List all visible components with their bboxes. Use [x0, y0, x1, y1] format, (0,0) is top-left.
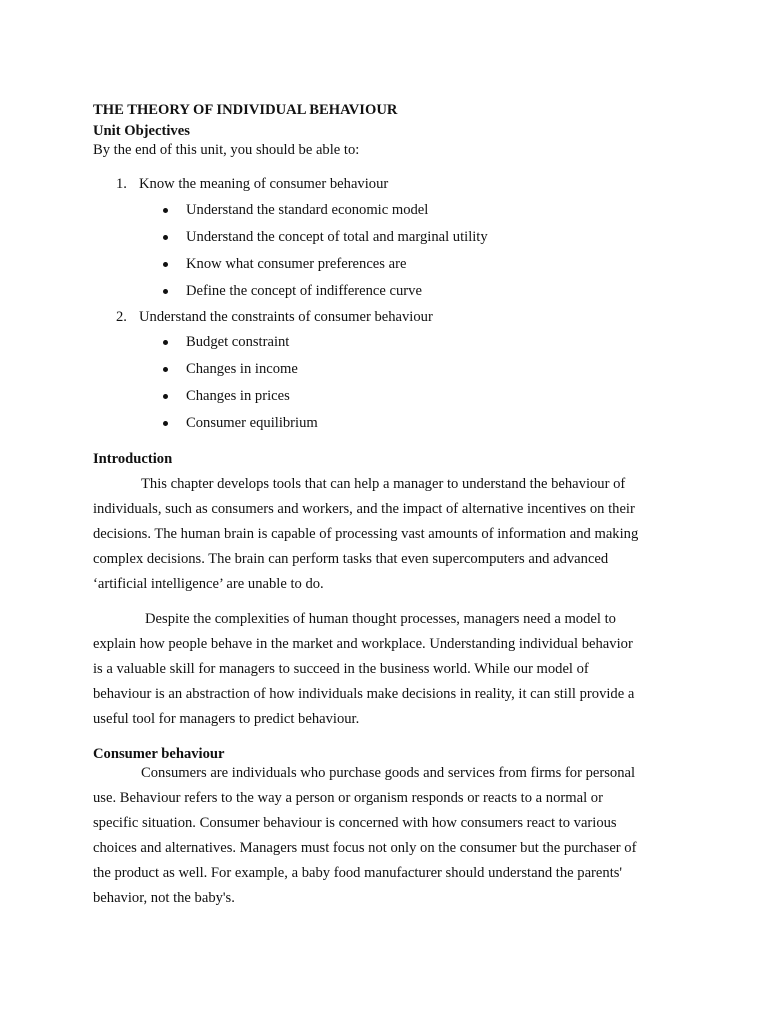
objective-bullet: Understand the standard economic model: [186, 202, 429, 218]
objective-text: Understand the constraints of consumer behaviour: [139, 309, 433, 325]
consumer-behaviour-heading: Consumer behaviour: [93, 746, 225, 762]
objective-bullet: Consumer equilibrium: [186, 415, 318, 431]
objectives-heading: Unit Objectives: [93, 123, 190, 139]
objective-number: 1.: [116, 176, 127, 192]
bullet-dot-icon: [163, 262, 168, 267]
paragraph-line: individuals, such as consumers and workers, and the impact of alternative incentives on their: [93, 501, 635, 517]
bullet-dot-icon: [163, 340, 168, 345]
page-title: THE THEORY OF INDIVIDUAL BEHAVIOUR: [93, 102, 398, 118]
objective-bullet: Budget constraint: [186, 334, 290, 350]
paragraph-line: behavior, not the baby's.: [93, 890, 235, 906]
paragraph-line: explain how people behave in the market and workplace. Understanding individual behavior: [93, 636, 633, 652]
paragraph-line: decisions. The human brain is capable of processing vast amounts of information and making: [93, 526, 639, 542]
paragraph-line: Consumers are individuals who purchase goods and services from firms for personal: [141, 765, 636, 781]
objective-bullet: Know what consumer preferences are: [186, 256, 407, 272]
paragraph-line: is a valuable skill for managers to succeed in the business world. While our model of: [93, 661, 589, 677]
objective-bullet: Changes in income: [186, 361, 298, 377]
objective-number: 2.: [116, 309, 127, 325]
bullet-dot-icon: [163, 235, 168, 240]
bullet-dot-icon: [163, 208, 168, 213]
objective-bullet: Define the concept of indifference curve: [186, 283, 422, 299]
paragraph-line: the product as well. For example, a baby food manufacturer should understand the parents': [93, 865, 623, 881]
bullet-dot-icon: [163, 367, 168, 372]
paragraph-line: This chapter develops tools that can help a manager to understand the behaviour of: [141, 476, 626, 492]
objectives-intro: By the end of this unit, you should be able to:: [93, 142, 360, 158]
objective-bullet: Understand the concept of total and marginal utility: [186, 229, 488, 245]
paragraph-line: useful tool for managers to predict behaviour.: [93, 711, 360, 727]
bullet-dot-icon: [163, 289, 168, 294]
paragraph-line: ‘artificial intelligence’ are unable to do.: [93, 576, 324, 592]
paragraph-line: use. Behaviour refers to the way a person or organism responds or reacts to a normal or: [93, 790, 603, 806]
paragraph-line: behaviour is an abstraction of how individuals make decisions in reality, it can still provide a: [93, 686, 635, 702]
objective-text: Know the meaning of consumer behaviour: [139, 176, 389, 192]
objective-bullet: Changes in prices: [186, 388, 290, 404]
paragraph-line: Despite the complexities of human thought processes, managers need a model to: [145, 611, 616, 627]
introduction-heading: Introduction: [93, 451, 173, 467]
paragraph-line: choices and alternatives. Managers must focus not only on the consumer but the purchaser of: [93, 840, 637, 856]
paragraph-line: complex decisions. The brain can perform tasks that even supercomputers and advanced: [93, 551, 609, 567]
bullet-dot-icon: [163, 394, 168, 399]
bullet-dot-icon: [163, 421, 168, 426]
paragraph-line: specific situation. Consumer behaviour is concerned with how consumers react to various: [93, 815, 617, 831]
